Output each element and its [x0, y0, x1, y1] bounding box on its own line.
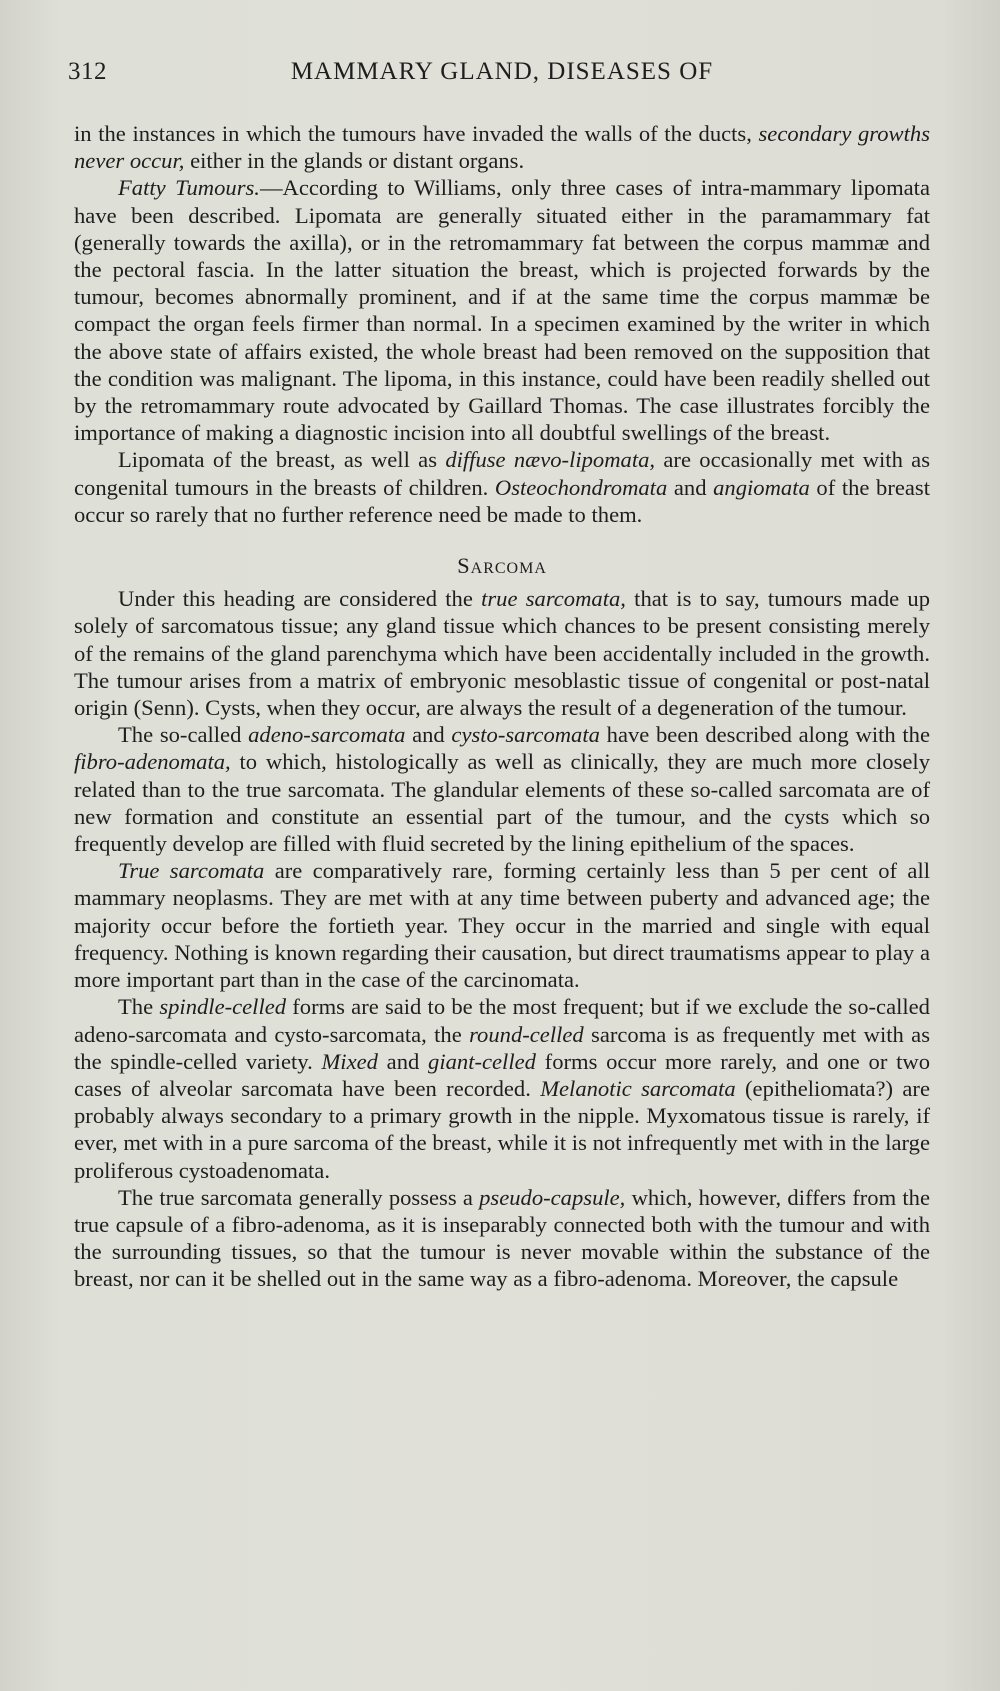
- italic-term: Fatty Tumours.: [118, 175, 260, 201]
- italic-term: spindle-celled: [159, 994, 287, 1020]
- italic-term: fibro-adenomata,: [74, 749, 231, 775]
- italic-term: Melanotic sarcomata: [540, 1075, 736, 1101]
- text-span: forms occur more rarely, and one or two cases of alveolar sarcomata have been recorded.: [74, 1048, 930, 1101]
- italic-term: adeno-sarcomata: [248, 722, 406, 748]
- text-span: in the instances in which the tumours have invaded the walls of the ducts,: [74, 121, 752, 146]
- italic-term: diffuse nævo-lipomata,: [445, 447, 656, 473]
- text-span: and: [405, 722, 452, 748]
- text-span: either in the glands or distant organs.: [184, 148, 525, 174]
- text-span: sarcoma is as frequently met with as the spindle-celled variety.: [74, 1021, 930, 1074]
- text-span: Lipomata of the breast, as well as: [118, 447, 446, 473]
- italic-term: giant-celled: [428, 1048, 536, 1074]
- text-span: are occasionally met with as congenital tumours in the breasts of children.: [74, 447, 930, 500]
- paragraph-sarcoma-intro: [74, 585, 930, 721]
- text-span: The so-called: [118, 722, 249, 748]
- running-title: MAMMARY GLAND, DISEASES OF: [290, 58, 714, 85]
- italic-term: Osteochondromata: [494, 474, 668, 500]
- text-span: have been described along with the: [599, 722, 930, 748]
- paragraph-cell-forms: [74, 993, 930, 1183]
- paragraph-pseudo-capsule: [74, 1184, 930, 1293]
- page-number: 312: [68, 58, 107, 85]
- section-heading-sarcoma: Sarcoma: [457, 553, 547, 579]
- text-span: and: [377, 1048, 429, 1074]
- text-span: are comparatively rare, forming certainly less than 5 per cent of all mammary neoplasms. They are met with at any time between puberty and advanced age; the majority occur before the fortieth year. They occur in the married and single with equal frequency. Nothing is known regarding their causation, but direct traumatisms appear to play a more important part than in the case of the carcinomata.: [74, 858, 931, 993]
- text-span: of the breast occur so rarely that no further reference need be made to them.: [74, 474, 930, 527]
- paragraph-fatty-tumours: [74, 174, 930, 446]
- paragraph-lipomata: [74, 446, 930, 528]
- text-span: The true sarcomata generally possess a: [118, 1184, 480, 1210]
- italic-term: angiomata: [713, 474, 810, 500]
- italic-term: secondary growths never occur,: [74, 121, 930, 174]
- text-span: that is to say, tumours made up solely of sarcomatous tissue; any gland tissue which chances to be present consisting merely of the remains of the gland parenchyma which have been accidentally included in the growth. The tumour arises from a matrix of embryonic mesoblastic tissue of congenital or post-natal origin (Senn). Cysts, when they occur, are always the result of a degeneration of the tumour.: [74, 586, 930, 721]
- text-span: and: [667, 474, 714, 500]
- italic-term: cysto-sarcomata: [451, 722, 600, 748]
- paragraph-adeno-sarcomata: [74, 721, 930, 857]
- italic-term: Mixed: [321, 1048, 378, 1074]
- text-span: which, however, differs from the true capsule of a fibro-adenoma, as it is inseparably connected both with the tumour and with the surrounding tissues, so that the tumour is never movable within the substance of the breast, nor can it be shelled out in the same way as a fibro-adenoma. Moreover, the capsule: [74, 1184, 930, 1292]
- paragraph-continuation: [74, 120, 930, 174]
- italic-term: pseudo-capsule,: [479, 1184, 626, 1210]
- body-text: [74, 120, 930, 1293]
- running-head: [68, 58, 936, 98]
- paragraph-true-sarcomata: [74, 857, 930, 993]
- text-span: Under this heading are considered the: [118, 586, 482, 612]
- italic-term: round-celled: [469, 1021, 584, 1047]
- italic-term: True sarcomata: [118, 858, 265, 884]
- text-span: —According to Williams, only three cases of intra-mammary lipomata have been described. Lipomata are generally situated either in the paramammary fat (generally towards the axilla), or in the retromammary fat between the corpus mammæ and the pectoral fascia. In the latter situation the breast, which is projected forwards by the tumour, becomes abnormally prominent, and if at the same time the corpus mammæ be compact the organ feels firmer than normal. In a specimen examined by the writer in which the above state of affairs existed, the whole breast had been removed on the supposition that the condition was malignant. The lipoma, in this instance, could have been readily shelled out by the retromammary route advocated by Gaillard Thomas. The case illustrates forcibly the importance of making a diagnostic incision into all doubtful swellings of the breast.: [74, 175, 930, 446]
- text-span: to which, histologically as well as clinically, they are much more closely related than to the true sarcomata. The glandular elements of these so-called sarcomata are of new formation and constitute an essential part of the tumour, and the cysts which so frequently develop are filled with fluid secreted by the lining epithelium of the spaces.: [74, 749, 930, 857]
- italic-term: true sarcomata,: [481, 586, 626, 612]
- text-span: forms are said to be the most frequent; but if we exclude the so-called adeno-sarcomata and cysto-sarcomata, the: [74, 994, 930, 1047]
- text-span: The: [118, 994, 160, 1020]
- text-span: (epitheliomata?) are probably always secondary to a primary growth in the nipple. Myxomatous tissue is rarely, if ever, met with in a pure sarcoma of the breast, while it is not infrequently met with in the large proliferous cystoadenomata.: [74, 1075, 930, 1183]
